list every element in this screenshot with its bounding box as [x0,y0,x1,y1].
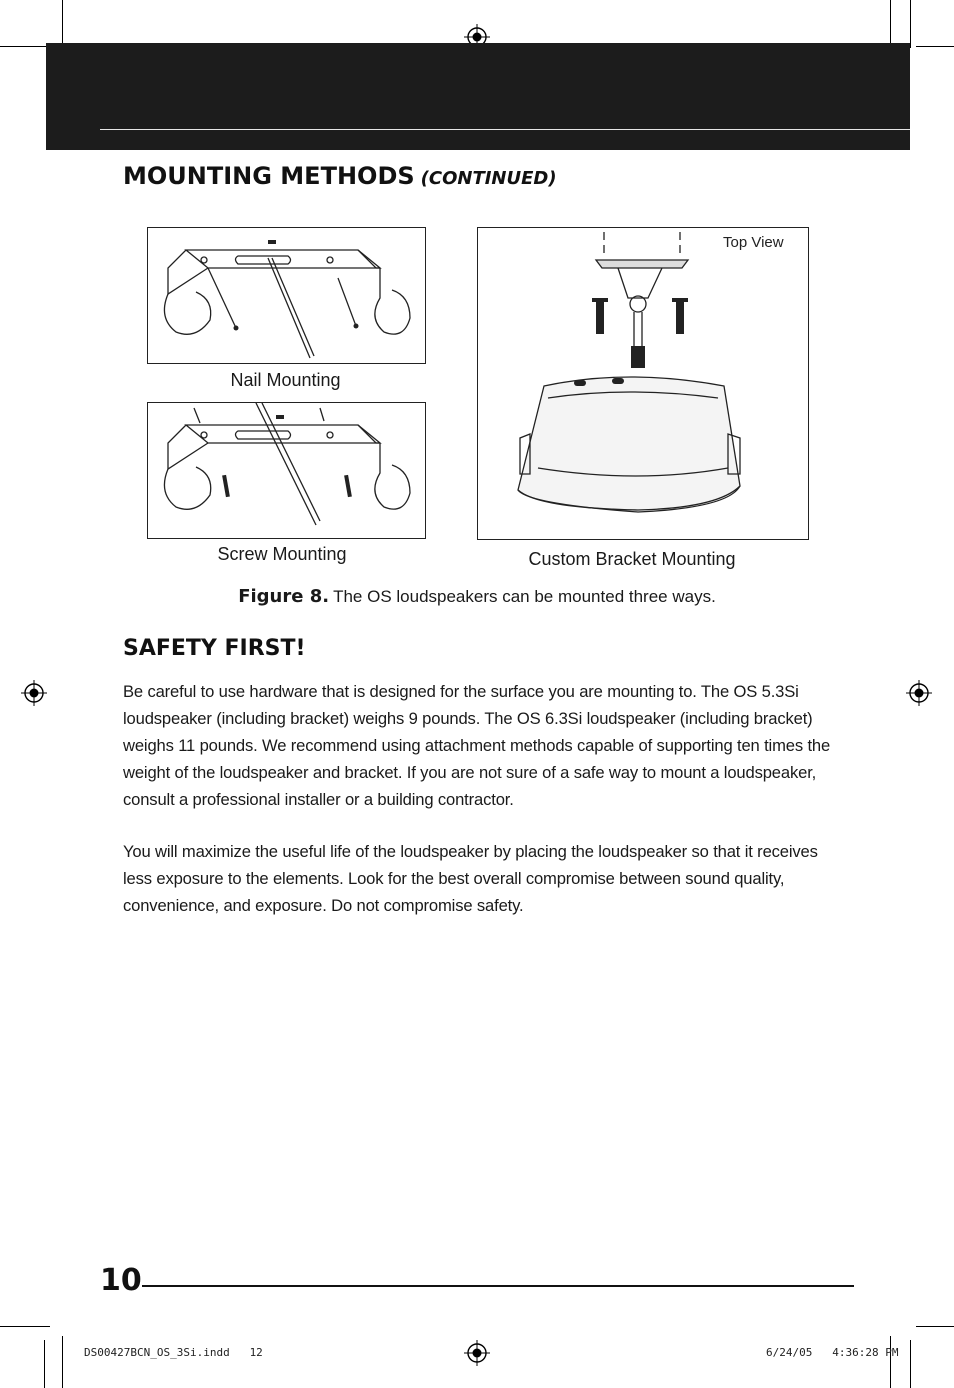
heading-main: MOUNTING METHODS [123,162,415,190]
page-number: 10 [100,1263,142,1298]
safety-paragraph-1 [123,678,863,813]
text-line: You will maximize the useful life of the loudspeaker by placing the loudspeaker so that it receives [123,842,818,861]
slug-date-info: 6/24/05 4:36:28 PM [766,1346,899,1359]
caption-nail-mounting: Nail Mounting [230,370,341,390]
crop-mark [44,1340,45,1388]
text-line: consult a professional installer or a building contractor. [123,790,514,809]
safety-heading: SAFETY FIRST! [123,636,306,661]
crop-mark [916,46,954,47]
crop-mark [0,1326,50,1327]
registration-mark-icon [906,680,932,706]
screw-bracket-drawing [148,403,425,538]
text-line: convenience, and exposure. Do not compromise safety. [123,896,524,915]
custom-bracket-illustration [477,227,809,540]
crop-mark [910,1340,911,1388]
custom-bracket-drawing [478,228,808,539]
crop-mark [62,0,63,48]
caption-screw-mounting: Screw Mounting [217,544,347,564]
footer-rule [142,1285,854,1287]
crop-mark [910,0,911,48]
safety-paragraph-2 [123,838,863,919]
header-band [46,43,910,150]
crop-mark [62,1336,63,1388]
slug-file-info: DS00427BCN_OS_3Si.indd 12 [84,1346,263,1359]
text-line: Be careful to use hardware that is designed for the surface you are mounting to. The OS 5.3Si [123,682,799,701]
text-line: weight of the loudspeaker and bracket. If you are not sure of a safe way to mount a loudspeaker, [123,763,817,782]
screw-mounting-illustration [147,402,426,539]
header-rule [100,129,910,130]
caption-custom-bracket-mounting: Custom Bracket Mounting [528,549,736,569]
nail-mounting-illustration [147,227,426,364]
crop-mark [0,46,50,47]
crop-mark [890,1336,891,1388]
text-line: weighs 11 pounds. We recommend using attachment methods capable of supporting ten times the [123,736,831,755]
nail-bracket-drawing [148,228,425,363]
text-line: less exposure to the elements. Look for the best overall compromise between sound quality, [123,869,785,888]
registration-mark-icon [464,1340,490,1366]
section-heading [123,162,557,190]
text-line: loudspeaker (including bracket) weighs 9 pounds. The OS 6.3Si loudspeaker (including bracket) [123,709,813,728]
heading-sub: (CONTINUED) [420,168,557,189]
top-view-label: Top View [723,234,784,251]
figure-text: The OS loudspeakers can be mounted three ways. [333,587,716,606]
crop-mark [916,1326,954,1327]
figure-label: Figure 8. [238,586,330,607]
figure-caption [0,586,954,607]
registration-mark-icon [21,680,47,706]
crop-mark [890,0,891,48]
